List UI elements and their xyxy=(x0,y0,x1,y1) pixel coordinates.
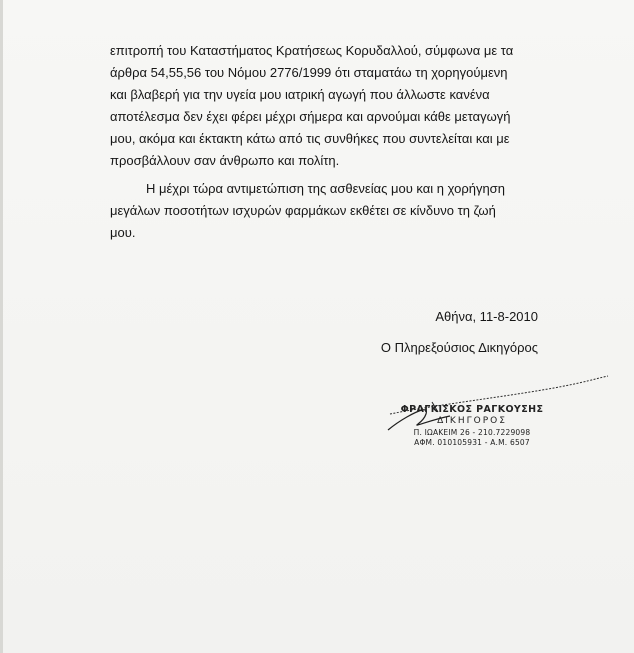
paragraph-line: μου. xyxy=(110,225,136,240)
paragraph-1 xyxy=(110,40,540,172)
lawyer-stamp xyxy=(392,404,552,447)
closing-date: Αθήνα, 11-8-2010 xyxy=(435,309,538,324)
paragraph-line: αποτέλεσμα δεν έχει φέρει μέχρι σήμερα και αρνούμαι κάθε μεταγωγή xyxy=(110,109,511,124)
paragraph-line: και βλαβερή για την υγεία μου ιατρική αγωγή που άλλωστε κανένα xyxy=(110,87,490,102)
paragraph-line: μου, ακόμα και έκτακτη κάτω από τις συνθήκες που συντελείται και με xyxy=(110,131,510,146)
stamp-address: Π. ΙΩΑΚΕΙΜ 26 - 210.7229098 xyxy=(413,428,531,437)
paragraph-line: προσβάλλουν σαν άνθρωπο και πολίτη. xyxy=(110,153,340,168)
stamp-role: ΔΙΚΗΓΟΡΟΣ xyxy=(437,416,507,426)
paragraph-2 xyxy=(110,178,540,244)
paragraph-line: Η μέχρι τώρα αντιμετώπιση της ασθενείας μου και η χορήγηση xyxy=(146,181,505,196)
stamp-afm: ΑΦΜ. 010105931 - Α.Μ. 6507 xyxy=(414,438,530,447)
stamp-name: ΦΡΑΓΚΙΣΚΟΣ ΡΑΓΚΟΥΣΗΣ xyxy=(400,404,544,415)
closing-title: Ο Πληρεξούσιος Δικηγόρος xyxy=(380,340,538,355)
paragraph-line: μεγάλων ποσοτήτων ισχυρών φαρμάκων εκθέτει σε κίνδυνο τη ζωή xyxy=(110,203,496,218)
page-edge xyxy=(0,0,3,653)
paragraph-line: άρθρα 54,55,56 του Νόμου 2776/1999 ότι σταματάω τη χορηγούμενη xyxy=(110,65,508,80)
paragraph-line: επιτροπή του Καταστήματος Κρατήσεως Κορυδαλλού, σύμφωνα με τα xyxy=(110,43,514,58)
